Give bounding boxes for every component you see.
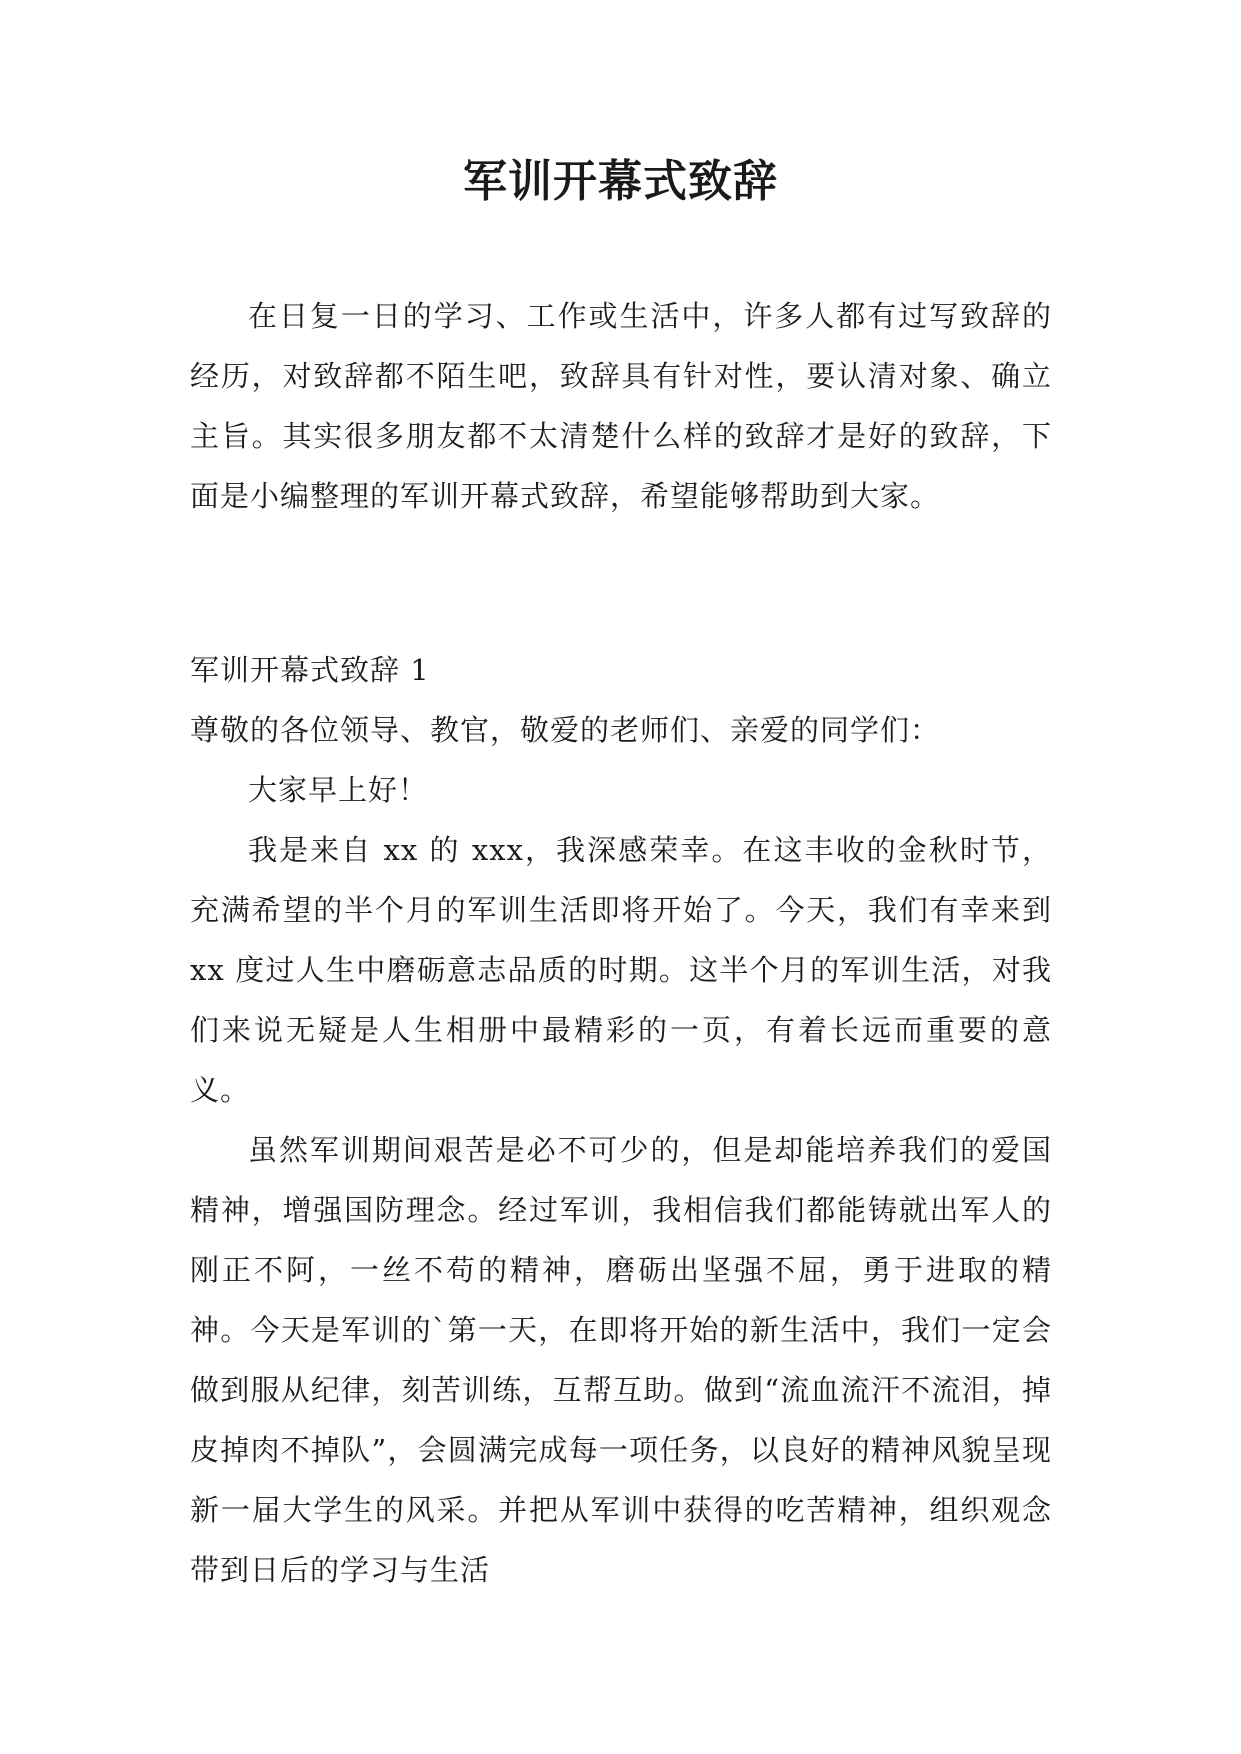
intro-section [190, 286, 1052, 526]
section-heading: 军训开幕式致辞 1 [190, 653, 430, 687]
body-paragraph-1: 我是来自 xx 的 xxx，我深感荣幸。在这丰收的金秋时节，充满希望的半个月的军训生活即将开始了。今天，我们有幸来到 xx 度过人生中磨砺意志品质的时期。这半个月的军训生活，对我们来说无疑是人生相册中最精彩的一页，有着长远而重要的意义。 [190, 833, 1052, 1107]
intro-paragraph: 在日复一日的学习、工作或生活中，许多人都有过写致辞的经历，对致辞都不陌生吧，致辞具有针对性，要认清对象、确立主旨。其实很多朋友都不太清楚什么样的致辞才是好的致辞，下面是小编整理的军训开幕式致辞，希望能够帮助到大家。 [190, 299, 1052, 513]
speech-section [190, 640, 1052, 1600]
greeting: 大家早上好！ [248, 773, 429, 807]
body-paragraph-2: 虽然军训期间艰苦是必不可少的，但是却能培养我们的爱国精神，增强国防理念。经过军训，我相信我们都能铸就出军人的刚正不阿，一丝不苟的精神，磨砺出坚强不屈，勇于进取的精神。今天是军训的`第一天，在即将开始的新生活中，我们一定会做到服从纪律，刻苦训练，互帮互助。做到“流血流汗不流泪，掉皮掉肉不掉队”，会圆满完成每一项任务，以良好的精神风貌呈现新一届大学生的风采。并把从军训中获得的吃苦精神，组织观念带到日后的学习与生活 [190, 1133, 1052, 1587]
salutation: 尊敬的各位领导、教官，敬爱的老师们、亲爱的同学们： [190, 713, 941, 747]
page-title: 军训开幕式致辞 [463, 156, 778, 207]
